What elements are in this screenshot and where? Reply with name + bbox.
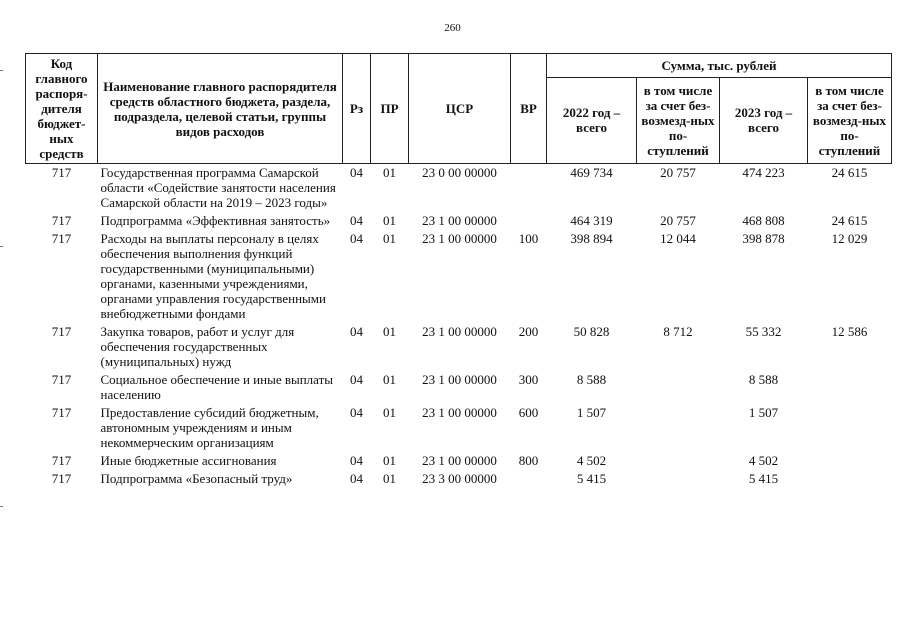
cell-name: Иные бюджетные ассигнования	[100, 453, 277, 468]
table-body	[26, 164, 892, 489]
scan-edge-mark	[0, 506, 3, 507]
cell-2023-grants	[808, 470, 892, 488]
cell-2022-grants	[637, 404, 720, 452]
table-header	[26, 54, 892, 164]
cell-pr: 01	[383, 405, 396, 420]
cell-name: Предоставление субсидий бюджетным, автономным учреждениям и иным некоммерческим организациям	[100, 405, 319, 450]
col-header-csr: ЦСР	[409, 54, 511, 164]
cell-rz: 04	[350, 165, 363, 180]
table-row	[26, 470, 892, 488]
cell-name: Государственная программа Самарской области «Содействие занятости населения Самарской области на 2019 – 2023 годы»	[100, 165, 336, 210]
table-row	[26, 212, 892, 230]
col-header-2023-total: 2023 год – всего	[720, 77, 808, 163]
cell-2023-grants	[808, 452, 892, 470]
table-row	[26, 452, 892, 470]
cell-2022-grants	[637, 470, 720, 488]
cell-rz: 04	[350, 231, 363, 246]
cell-2022-total: 469 734	[570, 165, 613, 180]
cell-2023-grants	[808, 371, 892, 404]
cell-2022-total: 5 415	[576, 471, 607, 486]
cell-code: 717	[51, 453, 72, 468]
cell-2022-grants	[637, 371, 720, 404]
cell-csr: 23 1 00 00000	[422, 213, 497, 228]
cell-2022-total: 398 894	[570, 231, 613, 246]
cell-rz: 04	[350, 405, 363, 420]
cell-2022-total: 4 502	[576, 453, 607, 468]
col-header-rz: Рз	[343, 54, 371, 164]
col-header-2023-grants: в том числе за счет без-возмезд-ных по-ступлений	[808, 77, 892, 163]
cell-rz: 04	[350, 213, 363, 228]
cell-code: 717	[51, 372, 72, 387]
scan-edge-mark	[0, 70, 3, 71]
cell-2022-grants	[637, 452, 720, 470]
cell-pr: 01	[383, 471, 396, 486]
col-header-sum: Сумма, тыс. рублей	[547, 54, 892, 78]
cell-2023-grants: 24 615	[831, 213, 868, 228]
cell-csr: 23 1 00 00000	[422, 405, 497, 420]
cell-pr: 01	[383, 231, 396, 246]
cell-2023-total: 474 223	[742, 165, 785, 180]
cell-code: 717	[51, 405, 72, 420]
budget-table	[25, 53, 892, 488]
col-header-2022-grants: в том числе за счет без-возмезд-ных по-ступлений	[637, 77, 720, 163]
cell-csr: 23 1 00 00000	[422, 372, 497, 387]
cell-2022-grants: 20 757	[660, 213, 696, 228]
cell-rz: 04	[350, 471, 363, 486]
cell-name: Социальное обеспечение и иные выплаты населению	[100, 372, 334, 402]
cell-2023-total: 5 415	[748, 471, 779, 486]
cell-2022-grants: 12 044	[660, 231, 696, 246]
cell-name: Подпрограмма «Эффективная занятость»	[100, 213, 331, 228]
cell-name: Закупка товаров, работ и услуг для обеспечения государственных (муниципальных) нужд	[100, 324, 295, 369]
cell-name: Подпрограмма «Безопасный труд»	[100, 471, 293, 486]
cell-pr: 01	[383, 372, 396, 387]
cell-vr	[511, 212, 547, 230]
cell-csr: 23 0 00 00000	[422, 165, 497, 180]
table-row	[26, 164, 892, 213]
cell-code: 717	[51, 231, 72, 246]
cell-pr: 01	[383, 213, 396, 228]
table-row	[26, 230, 892, 323]
cell-name: Расходы на выплаты персоналу в целях обеспечения выполнения функций государственными (муниципальными) органами, казенными учреждениями, органами управления государственными внебюджетными фондами	[100, 231, 326, 321]
scan-edge-mark	[0, 246, 3, 247]
page-number: 260	[444, 22, 461, 34]
cell-pr: 01	[383, 324, 396, 339]
col-header-pr: ПР	[371, 54, 409, 164]
cell-2022-grants: 20 757	[660, 165, 696, 180]
cell-2022-total: 8 588	[576, 372, 607, 387]
cell-code: 717	[51, 165, 72, 180]
cell-2023-grants: 24 615	[831, 165, 868, 180]
cell-2023-total: 398 878	[742, 231, 785, 246]
cell-2022-total: 464 319	[570, 213, 613, 228]
cell-vr: 300	[518, 372, 539, 387]
cell-code: 717	[51, 213, 72, 228]
cell-2023-total: 8 588	[748, 372, 779, 387]
cell-rz: 04	[350, 453, 363, 468]
cell-2023-total: 55 332	[745, 324, 782, 339]
cell-pr: 01	[383, 453, 396, 468]
table-row	[26, 323, 892, 371]
cell-2023-total: 4 502	[748, 453, 779, 468]
cell-vr: 100	[518, 231, 539, 246]
cell-vr	[511, 164, 547, 213]
cell-rz: 04	[350, 372, 363, 387]
cell-2023-total: 1 507	[748, 405, 779, 420]
cell-2022-total: 50 828	[573, 324, 610, 339]
cell-csr: 23 1 00 00000	[422, 324, 497, 339]
cell-2022-total: 1 507	[576, 405, 607, 420]
table-row	[26, 404, 892, 452]
cell-code: 717	[51, 471, 72, 486]
col-header-vr: ВР	[511, 54, 547, 164]
col-header-2022-total: 2022 год – всего	[547, 77, 637, 163]
cell-2023-grants: 12 029	[831, 231, 868, 246]
cell-vr: 600	[518, 405, 539, 420]
col-header-name: Наименование главного распорядителя средств областного бюджета, раздела, подраздела, целевой статьи, группы видов расходов	[98, 54, 343, 164]
cell-vr: 200	[518, 324, 539, 339]
cell-vr	[511, 470, 547, 488]
col-header-code: Код главного распоря-дителя бюджет-ных средств	[26, 54, 98, 164]
cell-code: 717	[51, 324, 72, 339]
cell-csr: 23 3 00 00000	[422, 471, 497, 486]
cell-2023-grants: 12 586	[831, 324, 868, 339]
cell-rz: 04	[350, 324, 363, 339]
cell-2023-total: 468 808	[742, 213, 785, 228]
cell-pr: 01	[383, 165, 396, 180]
cell-csr: 23 1 00 00000	[422, 453, 497, 468]
cell-csr: 23 1 00 00000	[422, 231, 497, 246]
cell-vr: 800	[518, 453, 539, 468]
cell-2022-grants: 8 712	[663, 324, 693, 339]
cell-2023-grants	[808, 404, 892, 452]
table-row	[26, 371, 892, 404]
